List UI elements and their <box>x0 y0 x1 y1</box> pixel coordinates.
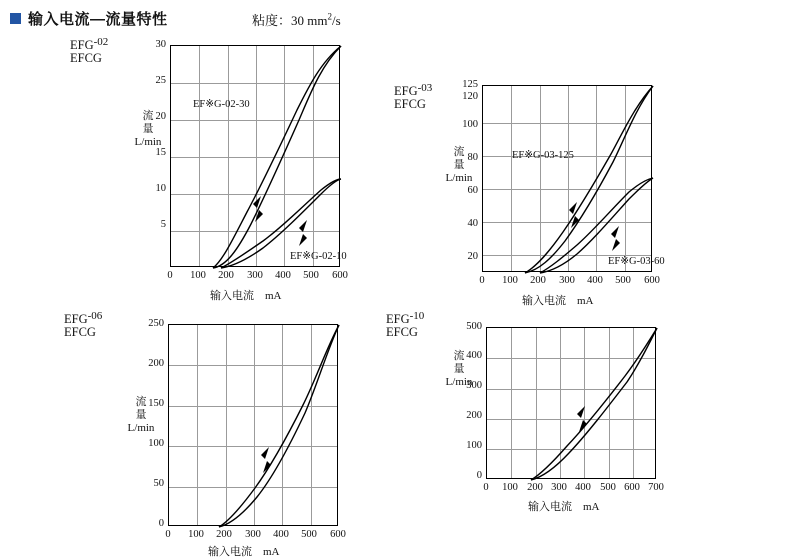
ylabel-part-2: 量 <box>453 363 465 375</box>
ytick: 200 <box>148 358 164 369</box>
ytick: 100 <box>462 119 478 130</box>
xtick: 300 <box>559 275 575 286</box>
ytick: 150 <box>148 398 164 409</box>
ytick: 20 <box>155 111 166 122</box>
chart-efg-02-model <box>70 36 108 66</box>
viscosity-unit-tail: /s <box>331 13 341 28</box>
chart-efg-10-model <box>386 310 424 340</box>
xtick: 100 <box>190 270 206 281</box>
viscosity-note <box>252 10 341 29</box>
ytick: 300 <box>466 380 482 391</box>
ylabel-part-3: L/min <box>127 422 155 434</box>
chart-efg-02-annotation-30: EF※G-02-30 <box>193 99 250 110</box>
viscosity-text: 粘度：30 mm <box>252 13 328 28</box>
model-line1: EFG <box>394 83 418 98</box>
model-line1: EFG <box>64 311 88 326</box>
ylabel-part-1: 流 <box>453 350 465 362</box>
model-line2: EFCG <box>64 325 96 340</box>
chart-efg-06-model <box>64 310 102 340</box>
ytick: 60 <box>467 185 478 196</box>
xtick: 400 <box>575 482 591 493</box>
chart-efg-03-annotation-125: EF※G-03-125 <box>512 150 574 161</box>
chart-efg-06-plot <box>168 324 338 526</box>
chart-efg-06-curves <box>169 325 339 527</box>
model-suffix: -06 <box>87 310 103 322</box>
ytick: 40 <box>467 218 478 229</box>
ylabel-part-3: L/min <box>445 172 473 184</box>
model-line2: EFCG <box>70 51 102 66</box>
ytick: 200 <box>466 410 482 421</box>
ytick: 250 <box>148 318 164 329</box>
model-line1: EFG <box>386 311 410 326</box>
chart-efg-03-curves <box>483 86 653 273</box>
chart-efg-03-xlabel: 输入电流 mA <box>522 295 594 307</box>
xtick: 200 <box>216 529 232 540</box>
xtick: 500 <box>303 270 319 281</box>
ylabel-part-1: 流 <box>142 110 154 122</box>
ytick: 0 <box>158 518 164 529</box>
ytick: 100 <box>148 438 164 449</box>
xtick: 300 <box>245 529 261 540</box>
ytick: 125 <box>462 79 478 90</box>
ytick: 20 <box>467 251 478 262</box>
xtick: 500 <box>301 529 317 540</box>
xtick: 400 <box>587 275 603 286</box>
ylabel-part-2: 量 <box>453 159 465 171</box>
chart-efg-03-plot <box>482 85 652 272</box>
xtick: 300 <box>551 482 567 493</box>
chart-efg-02-annotation-10: EF※G-02-10 <box>290 251 347 262</box>
chart-efg-03-model <box>394 82 432 112</box>
xtick: 400 <box>275 270 291 281</box>
model-suffix: -03 <box>417 82 433 94</box>
ytick: 5 <box>160 219 166 230</box>
model-suffix: -10 <box>409 310 425 322</box>
ytick: 120 <box>462 91 478 102</box>
model-line2: EFCG <box>386 325 418 340</box>
ylabel-part-1: 流 <box>135 396 147 408</box>
ytick: 25 <box>155 75 166 86</box>
xtick: 600 <box>332 270 348 281</box>
ytick: 10 <box>155 183 166 194</box>
xtick: 400 <box>273 529 289 540</box>
xtick: 100 <box>502 482 518 493</box>
chart-efg-02-curves <box>171 46 341 268</box>
xtick: 200 <box>530 275 546 286</box>
page-title-block <box>10 8 168 29</box>
model-suffix: -02 <box>93 36 109 48</box>
xtick: 500 <box>615 275 631 286</box>
chart-efg-02-plot <box>170 45 340 267</box>
xtick: 600 <box>330 529 346 540</box>
chart-efg-10-xlabel: 输入电流 mA <box>528 501 600 513</box>
chart-efg-10-plot <box>486 327 656 479</box>
ytick: 80 <box>467 152 478 163</box>
ytick: 0 <box>476 470 482 481</box>
ylabel-part-3: L/min <box>445 376 473 388</box>
ylabel-part-1: 流 <box>453 146 465 158</box>
chart-efg-02-xlabel: 输入电流 mA <box>210 290 282 302</box>
xtick: 0 <box>167 270 173 281</box>
xtick: 100 <box>188 529 204 540</box>
ylabel-part-2: 量 <box>142 123 154 135</box>
chart-efg-06-xlabel: 输入电流 mA <box>208 546 280 558</box>
model-line1: EFG <box>70 37 94 52</box>
viscosity-exponent: 2 <box>327 11 332 22</box>
xtick: 100 <box>502 275 518 286</box>
xtick: 0 <box>479 275 485 286</box>
ytick: 400 <box>466 350 482 361</box>
xtick: 200 <box>218 270 234 281</box>
xtick: 200 <box>527 482 543 493</box>
chart-efg-10-curves <box>487 328 657 480</box>
ytick: 30 <box>155 39 166 50</box>
bullet-square-icon <box>10 13 21 24</box>
ytick: 50 <box>153 478 164 489</box>
model-line2: EFCG <box>394 97 426 112</box>
ytick: 500 <box>466 321 482 332</box>
ylabel-part-3: L/min <box>134 136 162 148</box>
xtick: 600 <box>624 482 640 493</box>
xtick: 500 <box>600 482 616 493</box>
xtick: 300 <box>247 270 263 281</box>
ytick: 15 <box>155 147 166 158</box>
xtick: 600 <box>644 275 660 286</box>
xtick: 700 <box>648 482 664 493</box>
xtick: 0 <box>483 482 489 493</box>
chart-efg-03-annotation-60: EF※G-03-60 <box>608 256 665 267</box>
page-title: 输入电流—流量特性 <box>28 11 168 28</box>
ylabel-part-2: 量 <box>135 409 147 421</box>
xtick: 0 <box>165 529 171 540</box>
ytick: 100 <box>466 440 482 451</box>
